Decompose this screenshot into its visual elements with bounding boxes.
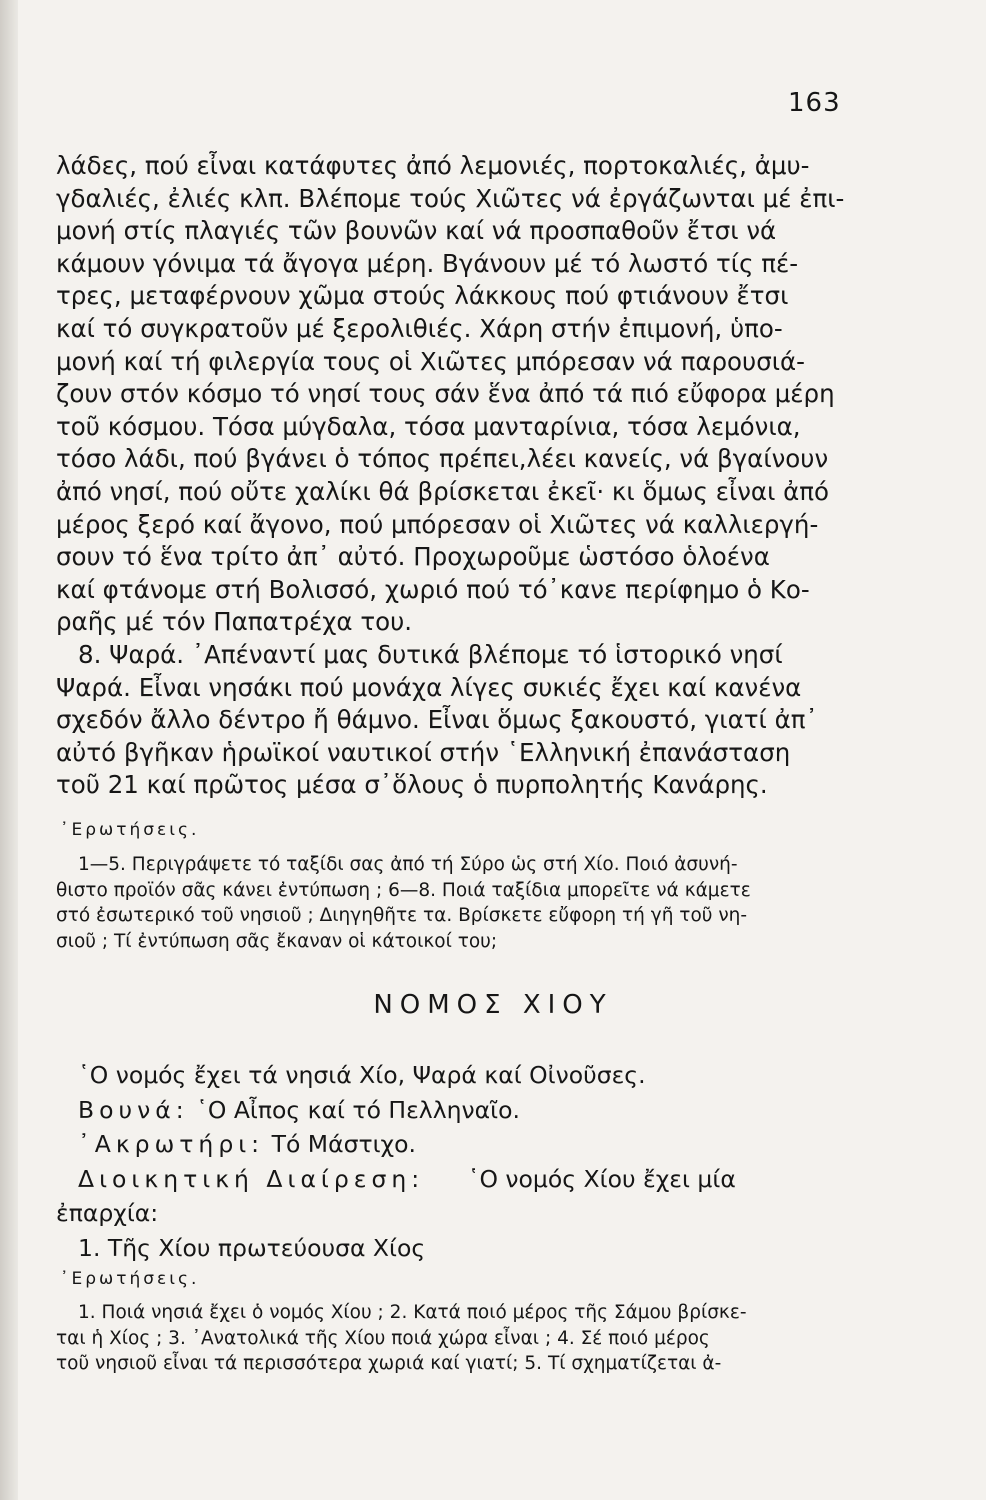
question-line: 1—5. Περιγράψετε τό ταξίδι σας ἀπό τή Σύρο ὡς στή Χίο. Ποιό ἀσυνή-	[78, 854, 738, 875]
page-gutter	[0, 0, 18, 1500]
province-line: 1. Τῆς Χίου πρωτεύουσα Χίος	[78, 1233, 426, 1262]
section-title: ΝΟΜΟΣ ΧΙΟΥ	[373, 990, 613, 1020]
question-line: ται ἡ Χίος ; 3. ᾽Ανατολικά τῆς Χίου ποιά χώρα εἶναι ; 4. Σέ ποιό μέρος	[56, 1327, 710, 1349]
text-line: τοῦ 21 καί πρῶτος μέσα σ᾽ὅλους ὁ πυρπολητής Κανάρης.	[56, 770, 768, 800]
text-line: ραῆς μέ τόν Παπατρέχα του.	[56, 607, 413, 637]
admin-continuation: ἐπαρχία:	[56, 1199, 159, 1227]
questions-label: ᾽Ερωτήσεις.	[60, 820, 200, 840]
question-line: τοῦ νησιοῦ εἶναι τά περισσότερα χωριά καί γιατί; 5. Τί σχηματίζεται ἀ-	[56, 1353, 722, 1374]
text-line: σχεδόν ἄλλο δέντρο ἤ θάμνο. Εἶναι ὅμως ξακουστό, γιατί ἀπ᾽	[56, 705, 818, 735]
text-line: τοῦ κόσμου. Τόσα μύγδαλα, τόσα μανταρίνια, τόσα λεμόνια,	[56, 411, 801, 441]
main-text	[56, 150, 936, 802]
mountains-value: ῾Ο Αἶπος καί τό Πελληναῖο.	[196, 1095, 520, 1124]
mountains-line	[56, 1093, 936, 1128]
admin-value: ῾Ο νομός Χίου ἔχει μία	[467, 1164, 736, 1193]
question-line: 1. Ποιά νησιά ἔχει ὁ νομός Χίου ; 2. Κατά ποιό μέρος τῆς Σάμου βρίσκε-	[78, 1302, 747, 1323]
questions-text	[56, 1300, 936, 1377]
admin-label: Διοικητική Διαίρεση:	[78, 1164, 425, 1193]
text-line: ἀπό νησί, πού οὔτε χαλίκι θά βρίσκεται ἐκεῖ· κι ὅμως εἶναι ἀπό	[56, 476, 830, 506]
text-line: μονή καί τή φιλεργία τους οἱ Χιῶτες μπόρεσαν νά παρουσιά-	[56, 346, 806, 376]
question-line: στό ἐσωτερικό τοῦ νησιοῦ ; Διηγηθῆτε τα. Βρίσκετε εὔφορη τή γῆ τοῦ νη-	[56, 905, 748, 926]
text-line: τρες, μεταφέρνουν χῶμα στούς λάκκους πού φτιάνουν ἔτσι	[56, 281, 789, 311]
text-line: μονή στίς πλαγιές τῶν βουνῶν καί νά προσπαθοῦν ἔτσι νά	[56, 216, 777, 246]
section-text	[56, 1058, 936, 1265]
text-line: λάδες, πού εἶναι κατάφυτες ἀπό λεμονιές, πορτοκαλιές, ἀμυ-	[56, 151, 810, 180]
cape-value: Τό Μάστιχο.	[271, 1130, 416, 1158]
mountains-label: Βουνά:	[78, 1095, 189, 1124]
cape-label: ᾽Ακρωτήρι:	[78, 1130, 265, 1158]
text-line: κάμουν γόνιμα τά ἄγογα μέρη. Βγάνουν μέ τό λωστό τίς πέ-	[56, 248, 799, 278]
cape-line	[56, 1127, 936, 1162]
text-line: καί τό συγκρατοῦν μέ ξερολιθιές. Χάρη στήν ἐπιμονή, ὑπο-	[56, 313, 783, 343]
questions-text	[56, 852, 936, 954]
text-line: καί φτάνομε στή Βολισσό, χωριό πού τό᾽κανε περίφημο ὁ Κο-	[56, 574, 810, 604]
text-line: αὐτό βγῆκαν ἡρωϊκοί ναυτικοί στήν ῾Ελληνική ἐπανάσταση	[56, 737, 791, 767]
text-line: 8. Ψαρά. ᾽Απέναντί μας δυτικά βλέπομε τό ἱστορικό νησί	[78, 639, 783, 669]
text-line: σουν τό ἕνα τρίτο ἀπ᾽ αὐτό. Προχωροῦμε ὡστόσο ὁλοένα	[56, 542, 770, 572]
question-line: σιοῦ ; Τί ἐντύπωση σᾶς ἔκαναν οἱ κάτοικοί του;	[56, 930, 498, 952]
admin-line	[56, 1162, 936, 1197]
text-line: τόσο λάδι, πού βγάνει ὁ τόπος πρέπει,λέει κανείς, νά βγαίνουν	[56, 444, 829, 474]
questions-label: ᾽Ερωτήσεις.	[60, 1269, 200, 1289]
text-line: μέρος ξερό καί ἄγονο, πού μπόρεσαν οἱ Χιῶτες νά καλλιεργή-	[56, 509, 819, 539]
page-number: 163	[788, 88, 841, 118]
text-line: ζουν στόν κόσμο τό νησί τους σάν ἕνα ἀπό τά πιό εὔφορα μέρη	[56, 379, 835, 409]
section-line: ῾Ο νομός ἔχει τά νησιά Χίο, Ψαρά καί Οἰνοῦσες.	[78, 1061, 646, 1089]
text-line: Ψαρά. Εἶναι νησάκι πού μονάχα λίγες συκιές ἔχει καί κανένα	[56, 672, 802, 702]
text-line: γδαλιές, ἐλιές κλπ. Βλέπομε τούς Χιῶτες νά ἐργάζωνται μέ ἐπι-	[56, 183, 845, 213]
question-line: θιστο προϊόν σᾶς κάνει ἐντύπωση ; 6—8. Ποιά ταξίδια μπορεῖτε νά κάμετε	[56, 879, 751, 901]
